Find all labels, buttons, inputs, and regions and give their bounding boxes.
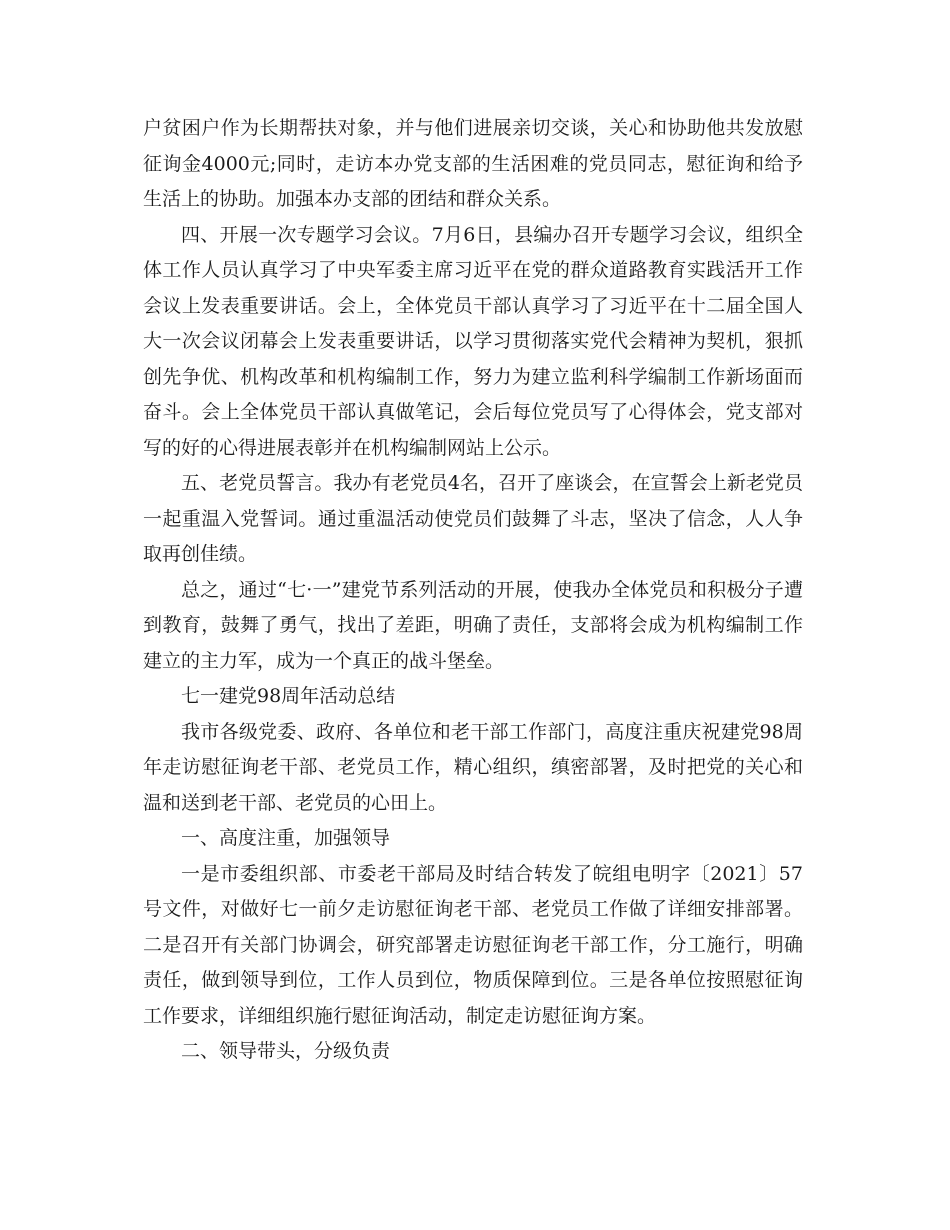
paragraph-6: 我市各级党委、政府、各单位和老干部工作部门，高度注重庆祝建党98周年走访慰征询老干部、老党员工作，精心组织，缜密部署，及时把党的关心和温和送到老干部、老党员的心田上。	[143, 720, 803, 814]
paragraph-2: 四、开展一次专题学习会议。7月6日，县编办召开专题学习会议，组织全体工作人员认真学习了中央军委主席习近平在党的群众道路教育实践活开工作会议上发表重要讲话。会上，全体党员干部认真学习了习近平在十二届全国人大一次会议闭幕会上发表重要讲话，以学习贯彻落实党代会精神为契机，狠抓创先争优、机构改革和机构编制工作，努力为建立监利科学编制工作新场面而奋斗。会上全体党员干部认真做笔记，会后每位党员写了心得体会，党支部对写的好的心得进展表彰并在机构编制网站上公示。	[143, 223, 803, 459]
paragraph-3: 五、老党员誓言。我办有老党员4名，召开了座谈会，在宣誓会上新老党员一起重温入党誓词。通过重温活动使党员们鼓舞了斗志，坚决了信念，人人争取再创佳绩。	[143, 472, 803, 565]
heading-2: 二、领导带头，分级负责	[181, 1040, 391, 1062]
section-title: 七一建党98周年活动总结	[181, 685, 396, 707]
document-body	[143, 111, 803, 1070]
paragraph-4: 总之，通过“七·一”建党节系列活动的开展，使我办全体党员和积极分子遭到教育，鼓舞了勇气，找出了差距，明确了责任，支部将会成为机构编制工作建立的主力军，成为一个真正的战斗堡垒。	[143, 578, 803, 672]
heading-1: 一、高度注重，加强领导	[181, 827, 391, 849]
paragraph-8: 一是市委组织部、市委老干部局及时结合转发了皖组电明字〔2021〕57号文件，对做好七一前夕走访慰征询老干部、老党员工作做了详细安排部署。二是召开有关部门协调会，研究部署走访慰征询老干部工作，分工施行，明确责任，做到领导到位，工作人员到位，物质保障到位。三是各单位按照慰征询工作要求，详细组织施行慰征询活动，制定走访慰征询方案。	[143, 862, 803, 1027]
paragraph-1: 户贫困户作为长期帮扶对象，并与他们进展亲切交谈，关心和协助他共发放慰征询金4000元;同时，走访本办党支部的生活困难的党员同志，慰征询和给予生活上的协助。加强本办支部的团结和群众关系。	[143, 117, 803, 210]
